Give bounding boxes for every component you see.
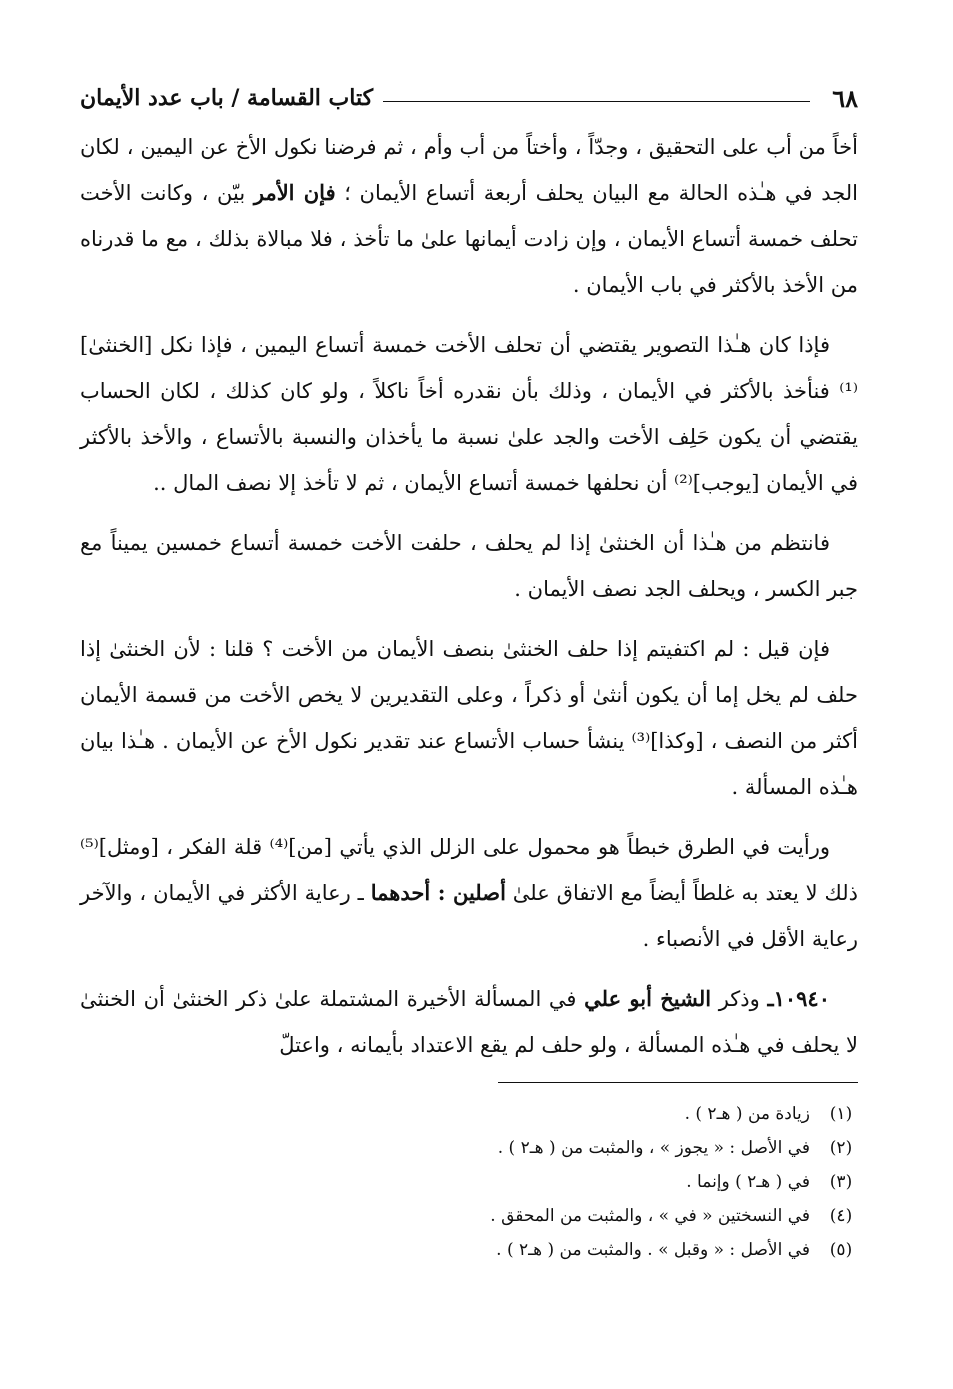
footnote-number: (٤) (829, 1206, 853, 1226)
footnote-text: في النسختين « في » ، والمثبت من المحقق . (490, 1206, 810, 1226)
text-run: بيّن ، وكانت الأخت تحلف خمسة أتساع الأيمان ، وإن زادت أيمانها علىٰ ما تأخذ ، فلا مبالاة بذلك ، مع ما قدرناه من الأخذ بالأكثر في باب الأيمان . (80, 181, 858, 297)
footnote-number: (٥) (829, 1240, 853, 1260)
footnote-separator (498, 1082, 858, 1083)
main-text (80, 124, 858, 1068)
paragraph (80, 124, 858, 308)
page-number: ٦٨ (832, 83, 858, 113)
text-run: أخاً من أب على التحقيق ، وجدّاً ، وأختاً من أب وأم ، ثم فرضنا نكول الأخ عن اليمين ، لكان الجد في هـٰذه الحالة مع البيان يحلف أربعة أتساع الأيمان ؛ (80, 135, 858, 205)
footnote-text: في الأصل : « وقبل » . والمثبت من ( هـ٢ ) . (496, 1240, 810, 1260)
bold-text: الشيخ أبو علي (584, 986, 712, 1011)
book-page (80, 80, 858, 1329)
footnote-text: زيادة من ( هـ٢ ) . (684, 1104, 810, 1124)
footnote-text: في ( هـ٢ ) وإنما . (686, 1172, 810, 1192)
paragraph (80, 824, 858, 962)
paragraph (80, 976, 858, 1068)
running-title: كتاب القسامة / باب عدد الأيمان (80, 85, 374, 111)
paragraph (80, 322, 858, 506)
footnote-text: في الأصل : « يجوز » ، والمثبت من ( هـ٢ ) . (497, 1138, 810, 1158)
footnote-number: (١) (829, 1104, 853, 1124)
text-run: فإذا كان هـٰذا التصوير يقتضي أن تحلف الأخت خمسة أتساع اليمين ، فإذا نكل [الخنثىٰ]⁽¹⁾ فنأخذ بالأكثر في الأيمان ، وذلك بأن نقدره أخاً ناكلاً ، ولو كان كذلك ، لكان الحساب يقتضي أن يكون حَلِف الأخت والجد علىٰ نسبة ما يأخذان والنسبة بالأتساع ، والأخذ بالأكثر في الأيمان [يوجب]⁽²⁾ أن نحلفها خمسة أتساع الأيمان ، ثم لا تأخذ إلا نصف المال .. (80, 333, 858, 495)
text-run: ـ رعاية الأكثر في الأيمان ، والآخر رعاية الأقل في الأنصباء . (80, 881, 858, 951)
text-run: فإن قيل : لم اكتفيتم إذا حلف الخنثىٰ بنصف الأيمان من الأخت ؟ قلنا : لأن الخنثىٰ إذا حلف لم يخل إما أن يكون أنثىٰ أو ذكراً ، وعلى التقديرين لا يخص الأخت من قسمة الأيمان أكثر من النصف ، [وكذا]⁽³⁾ ينشأ حساب الأتساع عند تقدير نكول الأخ عن الأيمان . هـٰذا بيان هـٰذه المسألة . (80, 637, 859, 799)
footnote (80, 1233, 858, 1267)
bold-text: ١٠٩٤٠ـ (767, 986, 830, 1011)
text-run: في المسألة الأخيرة المشتملة علىٰ ذكر الخنثىٰ أن الخنثىٰ لا يحلف في هـٰذه المسألة ، ولو حلف لم يقع الاعتداد بأيمانه ، واعتلّ (80, 987, 858, 1057)
footnote-number: (٢) (829, 1138, 853, 1158)
bold-text: أصلين : أحدهما (370, 880, 506, 905)
footnotes (80, 1097, 858, 1267)
text-run: فانتظم من هـٰذا أن الخنثىٰ إذا لم يحلف ، حلفت الأخت خمسة أتساع خمسين يميناً مع جبر الكسر ، ويحلف الجد نصف الأيمان . (80, 531, 858, 601)
bold-text: فإن الأمر (253, 180, 336, 205)
footnote (80, 1199, 858, 1233)
text-run: ورأيت في الطرق خبطاً هو محمول على الزلل الذي يأتي [من]⁽⁴⁾ قلة الفكر ، [ومثل]⁽⁵⁾ ذلك لا يعتد به غلطاً أيضاً مع الاتفاق علىٰ (80, 835, 858, 905)
footnote (80, 1131, 858, 1165)
page-header (80, 80, 858, 116)
footnote (80, 1165, 858, 1199)
footnote (80, 1097, 858, 1131)
paragraph (80, 520, 858, 612)
header-rule (383, 101, 810, 102)
paragraph (80, 626, 858, 810)
footnote-number: (٣) (829, 1172, 853, 1192)
text-run: وذكر (711, 987, 768, 1011)
